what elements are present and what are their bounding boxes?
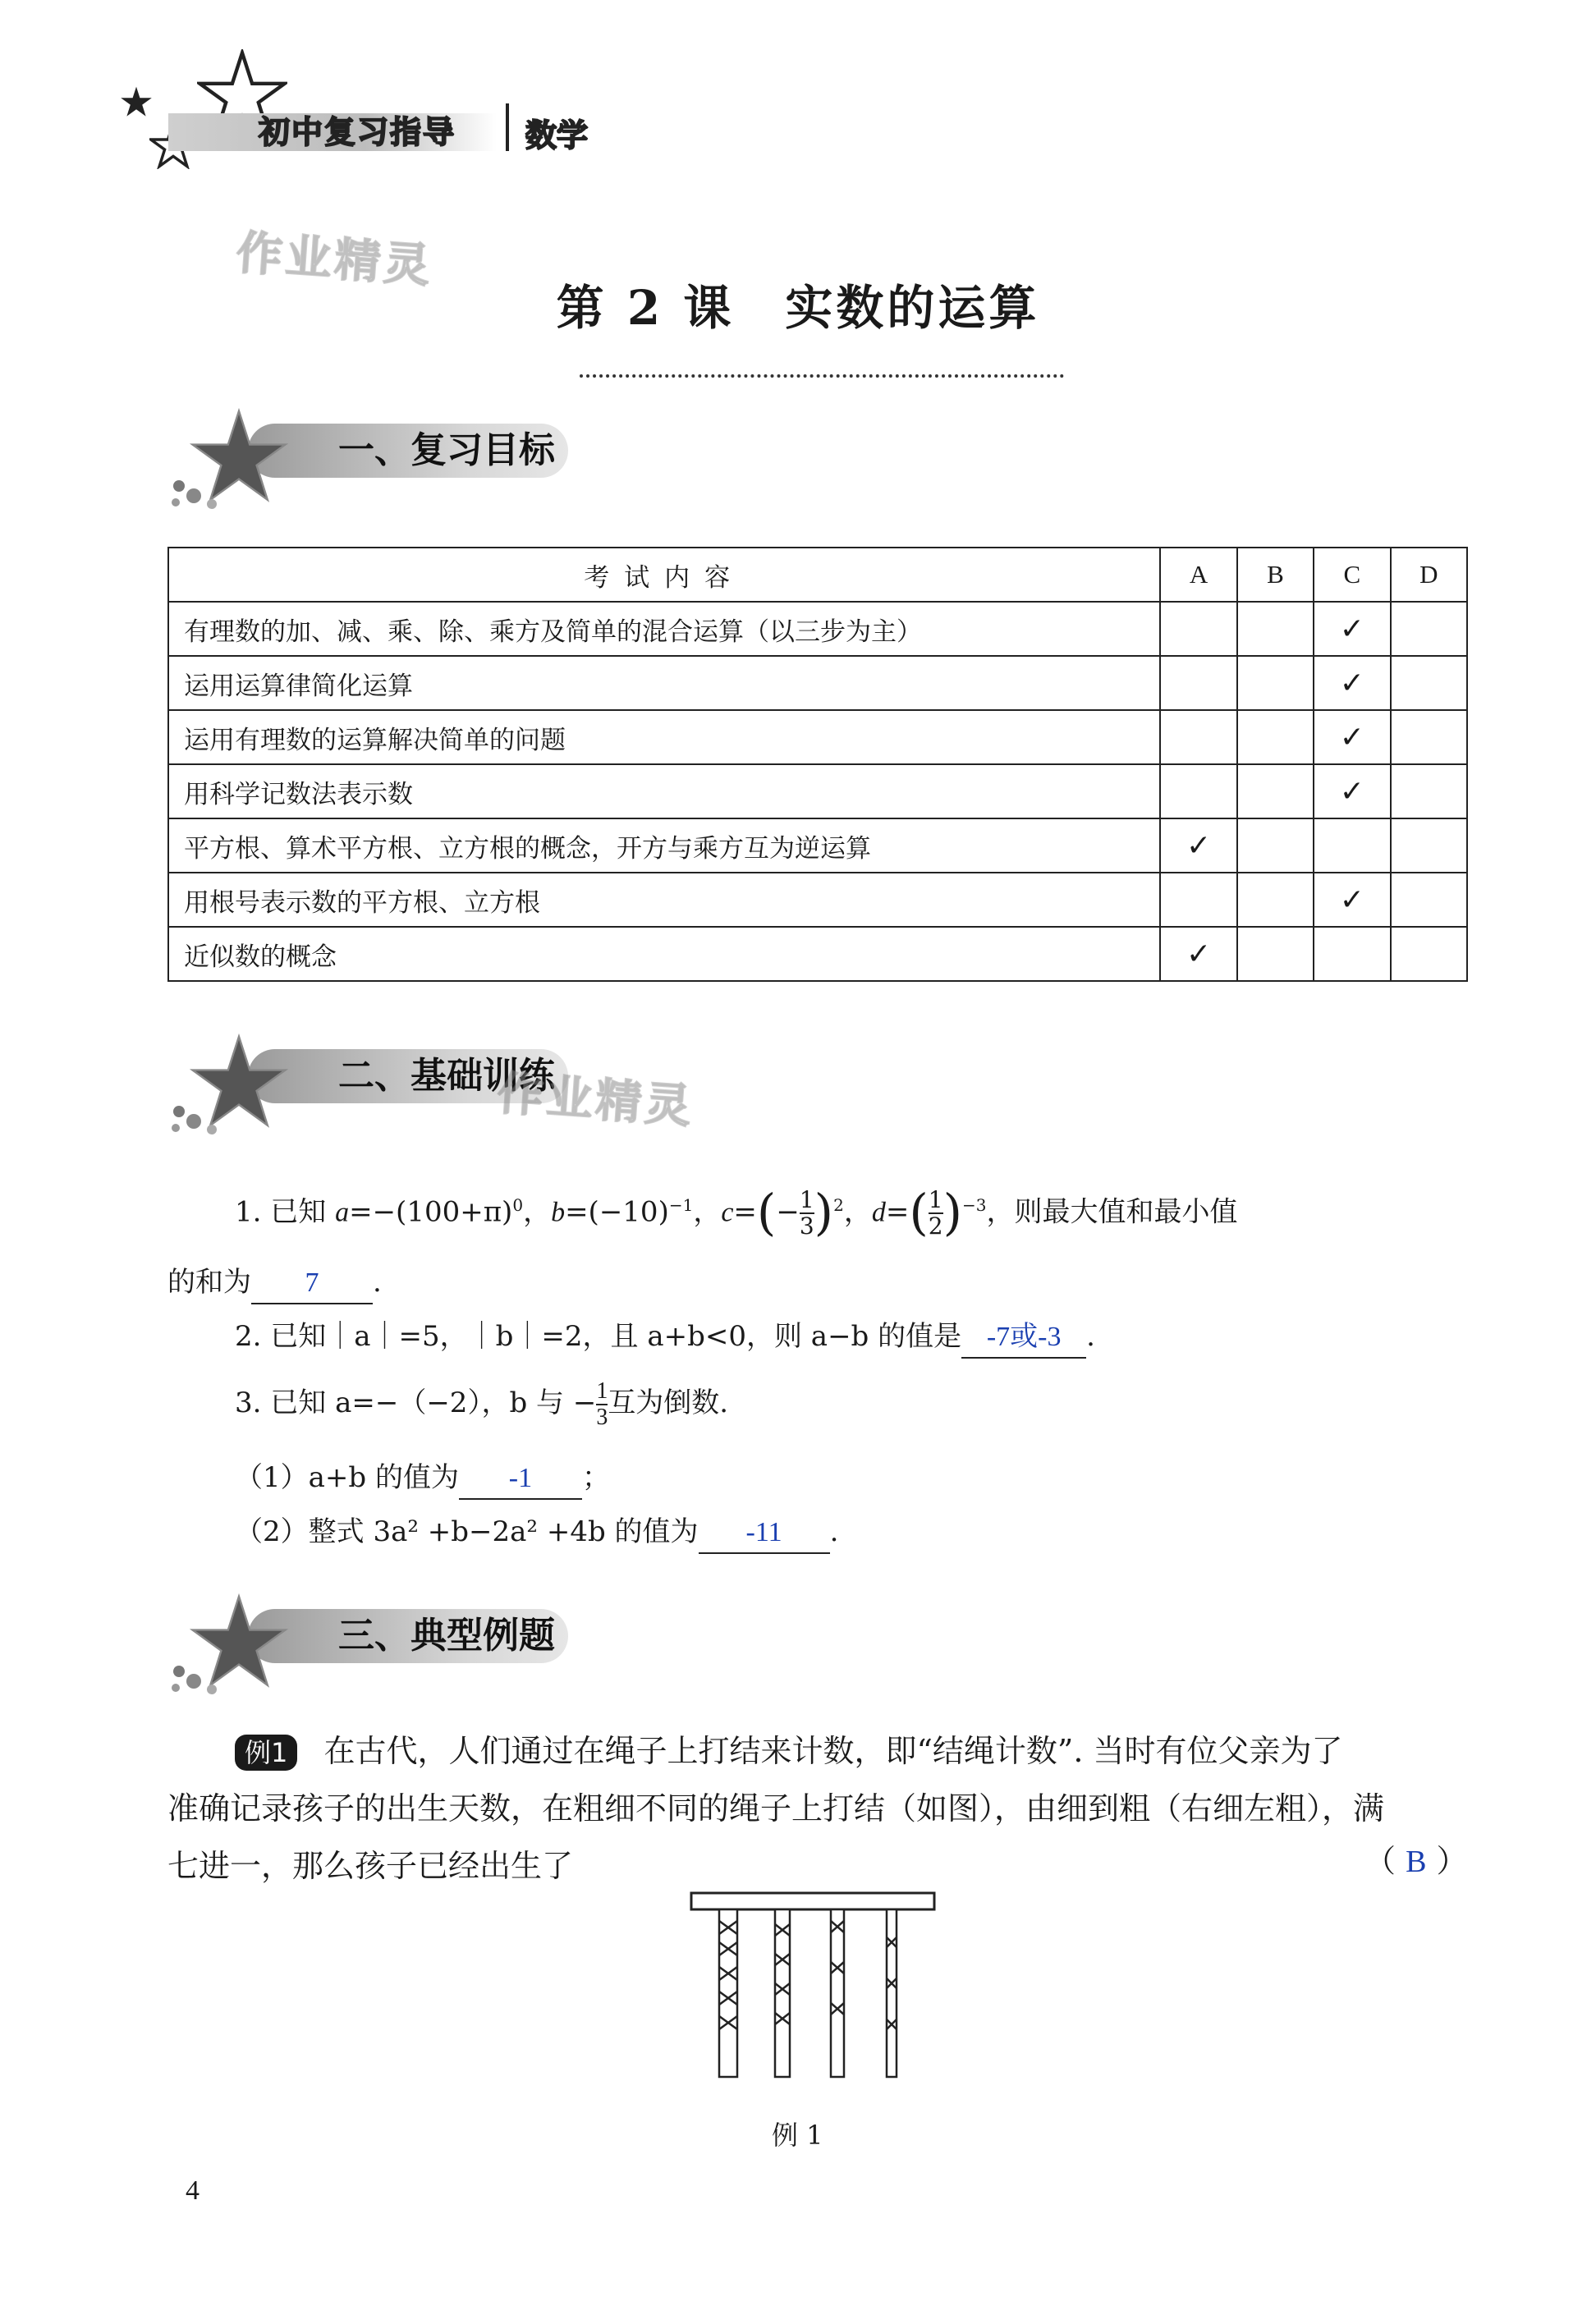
table-cell-level-c bbox=[1314, 656, 1390, 710]
watermark: 作业精灵 bbox=[234, 226, 435, 294]
answer-blank bbox=[251, 1263, 373, 1304]
table-cell-content: 近似数的概念 bbox=[168, 927, 1160, 981]
table-cell-content: 运用有理数的运算解决简单的问题 bbox=[168, 710, 1160, 764]
table-row bbox=[168, 602, 1467, 656]
dots-icon bbox=[169, 1098, 227, 1139]
table-cell-level-b bbox=[1237, 602, 1314, 656]
header-b: B bbox=[1237, 548, 1314, 602]
watermark: 作业精灵 bbox=[495, 1066, 696, 1134]
answer: 7 bbox=[305, 1267, 319, 1298]
title-divider bbox=[580, 374, 1064, 378]
table-cell-level-d bbox=[1391, 656, 1467, 710]
figure-caption: 例 1 bbox=[772, 2120, 823, 2151]
check-icon: ✓ bbox=[1339, 667, 1364, 699]
check-icon: ✓ bbox=[1339, 612, 1364, 645]
header-a: A bbox=[1160, 548, 1236, 602]
table-cell-content: 有理数的加、减、乘、除、乘方及简单的混合运算（以三步为主） bbox=[168, 602, 1160, 656]
exercise-text: （2）整式 3a² +b−2a² +4b 的值为 bbox=[235, 1515, 699, 1548]
exercise-1-cont: 的和为 7 . bbox=[167, 1263, 382, 1304]
knots bbox=[719, 1921, 897, 2029]
example-1 bbox=[167, 1722, 1456, 1895]
table-row bbox=[168, 873, 1467, 927]
table-cell-content: 运用运算律简化运算 bbox=[168, 656, 1160, 710]
answer: B bbox=[1406, 1845, 1427, 1879]
page-number: 4 bbox=[186, 2175, 200, 2206]
header-c: C bbox=[1314, 548, 1390, 602]
table-cell-level-a bbox=[1160, 764, 1236, 818]
table-cell-level-d bbox=[1391, 927, 1467, 981]
table-cell-level-a bbox=[1160, 927, 1236, 981]
exercise-2: 2. 已知｜a｜=5，｜b｜=2，且 a+b<0，则 a−b 的值是 -7或-3 . bbox=[235, 1317, 1095, 1359]
table-cell-level-a bbox=[1160, 602, 1236, 656]
exercise-tail: ，则最大值和最小值 bbox=[986, 1195, 1238, 1229]
answer-blank bbox=[699, 1512, 830, 1554]
dots-icon bbox=[169, 473, 227, 514]
punctuation: ； bbox=[581, 1461, 610, 1494]
answer-blank bbox=[459, 1458, 582, 1500]
table-cell-level-c bbox=[1314, 710, 1390, 764]
exercise-text: 的和为 bbox=[167, 1266, 251, 1299]
table-cell-content: 用根号表示数的平方根、立方根 bbox=[168, 873, 1160, 927]
exercise-lead: 已知 a=−（−2），b 与 − bbox=[270, 1387, 597, 1419]
example-text: 七进一，那么孩子已经出生了 bbox=[167, 1848, 574, 1884]
answer-blank bbox=[961, 1317, 1086, 1359]
table-cell-level-d bbox=[1391, 710, 1467, 764]
table-cell-level-d bbox=[1391, 602, 1467, 656]
header-divider bbox=[506, 103, 509, 151]
table-cell-content: 用科学记数法表示数 bbox=[168, 764, 1160, 818]
table-row bbox=[168, 710, 1467, 764]
subject-title: 数学 bbox=[525, 117, 589, 154]
table-row bbox=[168, 927, 1467, 981]
table-body bbox=[168, 602, 1467, 981]
header bbox=[0, 0, 1596, 181]
table-row bbox=[168, 818, 1467, 873]
punctuation: . bbox=[829, 1515, 839, 1548]
section-heading bbox=[169, 407, 580, 514]
header-d: D bbox=[1391, 548, 1467, 602]
table-row bbox=[168, 764, 1467, 818]
section-pill: 三、典型例题 bbox=[248, 1609, 568, 1663]
table-cell-level-d bbox=[1391, 764, 1467, 818]
table-cell-level-b bbox=[1237, 927, 1314, 981]
answer: -1 bbox=[508, 1463, 533, 1493]
table-cell-level-c bbox=[1314, 602, 1390, 656]
table-cell-level-d bbox=[1391, 873, 1467, 927]
table-cell-level-b bbox=[1237, 656, 1314, 710]
check-icon: ✓ bbox=[1186, 829, 1212, 862]
formula: a bbox=[335, 1197, 350, 1228]
exercise-lead: 已知 bbox=[270, 1195, 327, 1229]
example-line bbox=[167, 1837, 1456, 1895]
lesson-title: 第 2 课 实数的运算 bbox=[556, 280, 1040, 336]
rope bbox=[719, 1909, 897, 2077]
check-icon: ✓ bbox=[1339, 775, 1364, 808]
choice-bracket: （ B ） bbox=[1364, 1843, 1468, 1879]
check-icon: ✓ bbox=[1339, 721, 1364, 754]
dots-icon bbox=[169, 1658, 227, 1699]
table-cell-level-a bbox=[1160, 873, 1236, 927]
table-cell-level-c bbox=[1314, 818, 1390, 873]
header-content: 考试内容 bbox=[168, 548, 1160, 602]
check-icon: ✓ bbox=[1339, 883, 1364, 916]
table-cell-level-c bbox=[1314, 764, 1390, 818]
table-cell-level-b bbox=[1237, 873, 1314, 927]
example-text: 在古代，人们通过在绳子上打结来计数，即“结绳计数”. 当时有位父亲为了 bbox=[323, 1733, 1343, 1769]
exercise-number: 3. bbox=[235, 1387, 262, 1419]
small-star-icon bbox=[120, 85, 153, 118]
example-badge: 例1 bbox=[235, 1735, 297, 1771]
section-pill: 一、复习目标 bbox=[248, 424, 568, 478]
section-heading bbox=[169, 1593, 580, 1699]
series-title: 初中复习指导 bbox=[259, 114, 456, 150]
exercise-3: 3. 已知 a=−（−2），b 与 − $\frac{1}{3}$ 互为倒数. bbox=[235, 1378, 729, 1430]
table-cell-level-b bbox=[1237, 710, 1314, 764]
example-line: 准确记录孩子的出生天数，在粗细不同的绳子上打结（如图），由细到粗（右细左粗），满 bbox=[167, 1790, 1385, 1827]
exercise-number: 2. bbox=[235, 1320, 262, 1353]
table-cell-level-c bbox=[1314, 873, 1390, 927]
table-cell-level-a bbox=[1160, 710, 1236, 764]
rope-figure bbox=[681, 1888, 944, 2085]
table-cell-level-b bbox=[1237, 764, 1314, 818]
answer: -11 bbox=[745, 1517, 782, 1547]
table-row bbox=[168, 656, 1467, 710]
table-cell-level-c bbox=[1314, 927, 1390, 981]
objectives-table bbox=[167, 547, 1468, 982]
exercise-3-1 bbox=[235, 1458, 610, 1500]
table-cell-level-a bbox=[1160, 656, 1236, 710]
example-line bbox=[167, 1722, 1456, 1780]
table-cell-level-d bbox=[1391, 818, 1467, 873]
section-pill: 二、基础训练 bbox=[248, 1049, 568, 1103]
exercise-3-2 bbox=[235, 1512, 838, 1554]
exercise-number: 1. bbox=[235, 1195, 262, 1229]
exercise-text: （1）a+b 的值为 bbox=[235, 1461, 459, 1494]
exercise-tail: 互为倒数. bbox=[608, 1387, 729, 1419]
table-header-row bbox=[168, 548, 1467, 602]
table-cell-level-a bbox=[1160, 818, 1236, 873]
exercise-1: 1. 已知 $a=-(100+\pi)^0$，$b=(-10)^{-1}$，c=(− $\frac{1}{3}$ )$^2$，d=( $\frac{1}{2}$ )$^{-3}$，则最大值和最小值 bbox=[235, 1184, 1238, 1242]
table-cell-level-b bbox=[1237, 818, 1314, 873]
answer: -7或-3 bbox=[986, 1322, 1062, 1352]
table-cell-content: 平方根、算术平方根、立方根的概念，开方与乘方互为逆运算 bbox=[168, 818, 1160, 873]
check-icon: ✓ bbox=[1186, 937, 1212, 970]
exercise-text: 已知｜a｜=5，｜b｜=2，且 a+b<0，则 a−b 的值是 bbox=[270, 1320, 962, 1353]
